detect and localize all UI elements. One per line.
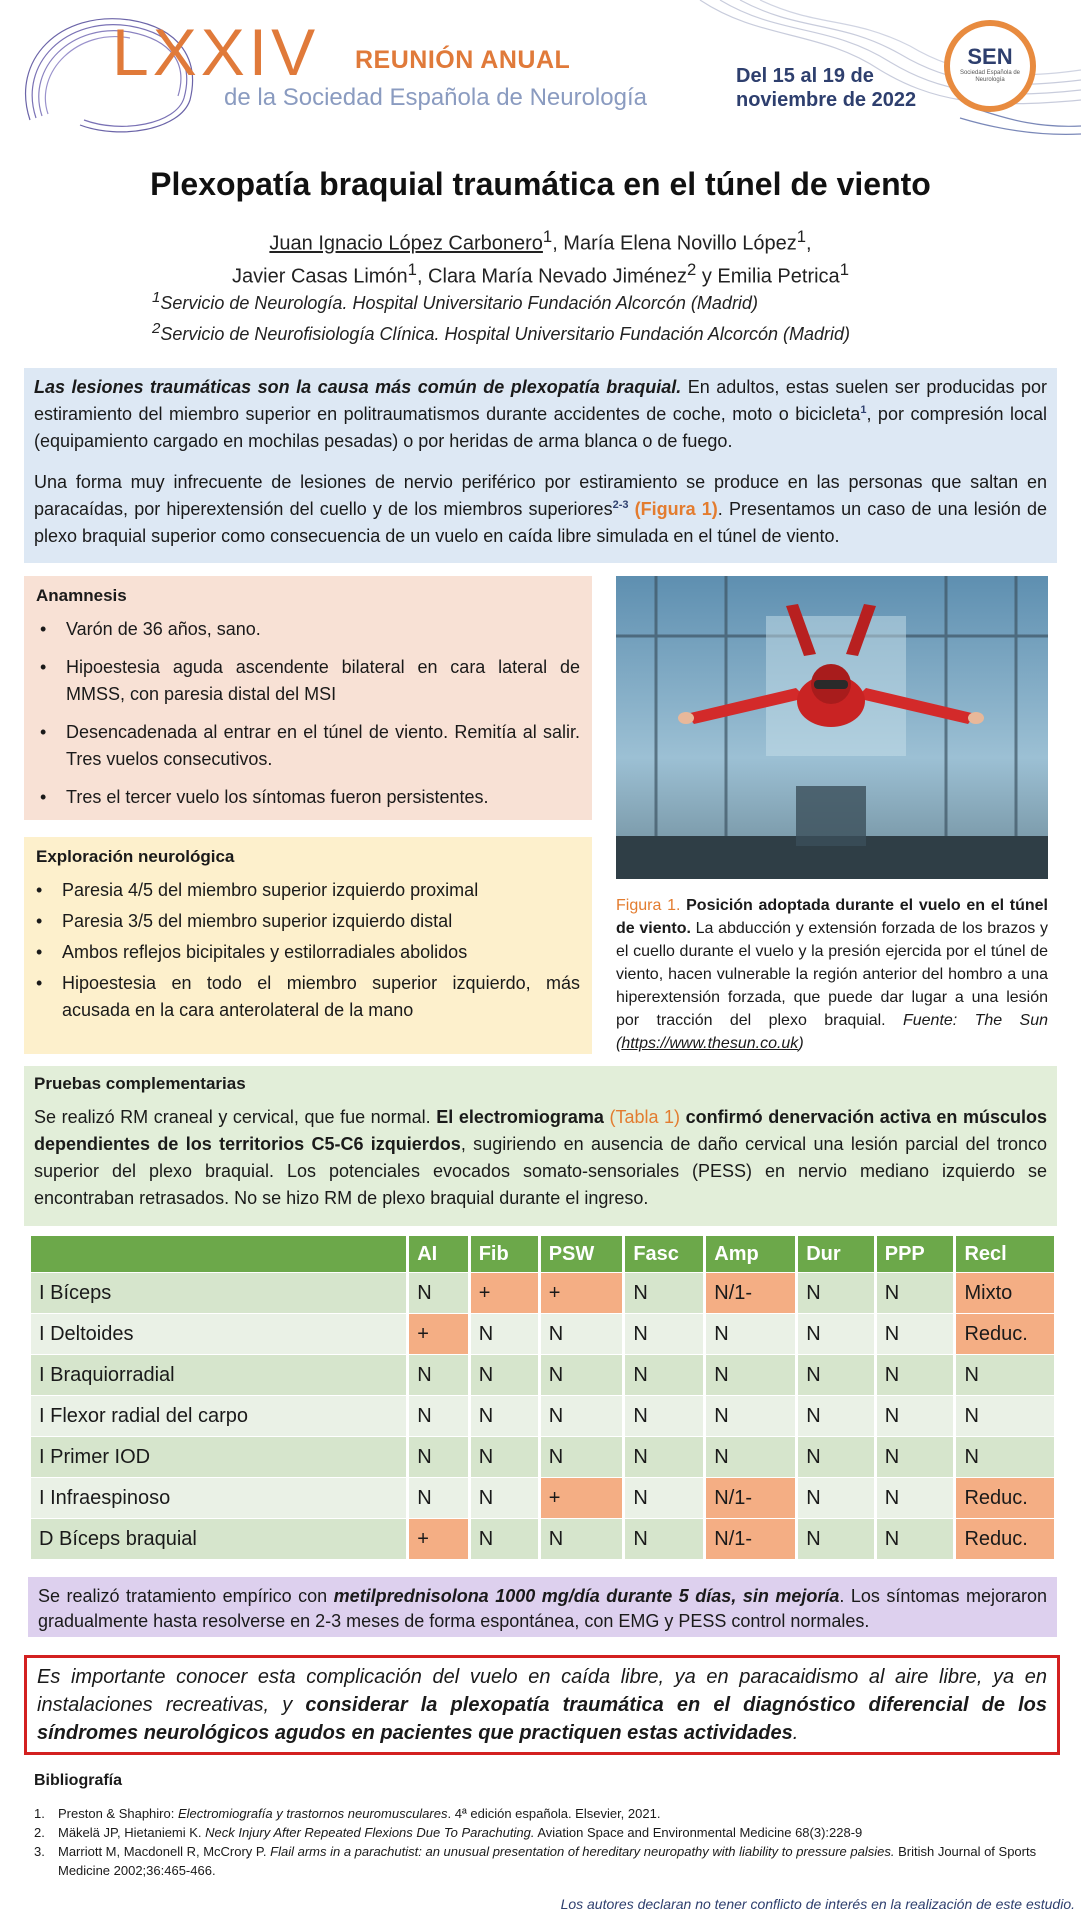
table-cell: N (877, 1355, 954, 1395)
society-name: de la Sociedad Española de Neurología (224, 84, 647, 111)
table-row (31, 1273, 1054, 1313)
table-cell: N (625, 1519, 703, 1559)
list-item: • Paresia 4/5 del miembro superior izquierdo proximal (32, 877, 580, 904)
meeting-number: LXXIV (112, 15, 320, 89)
intro-paragraph-1 (34, 374, 1047, 455)
table-cell: N (706, 1396, 795, 1436)
reference-authors: Mäkelä JP, Hietaniemi K. (58, 1825, 206, 1840)
table-1-ref: (Tabla 1) (609, 1107, 681, 1127)
tests-bold-2: confirmó denervación activa en músculos dependientes de los territorios C5-C6 izquierdos (34, 1107, 1047, 1154)
treatment-bold: metilprednisolona 1000 mg/día durante 5 días, sin mejoría (333, 1586, 840, 1606)
table-cell: N (798, 1273, 874, 1313)
table-cell: N (471, 1355, 538, 1395)
table-cell: N (877, 1273, 954, 1313)
table-cell: N (541, 1437, 623, 1477)
conclusion-bold: considerar la plexopatía traumática en el diagnóstico diferencial de los síndromes neurológicos agudos en pacientes que practiquen estas actividades (37, 1694, 1047, 1744)
table-cell: N (471, 1478, 538, 1518)
table-row (31, 1396, 1054, 1436)
skydiver-illustration (616, 576, 1048, 879)
muscle-name-cell: I Braquiorradial (31, 1355, 406, 1395)
muscle-name-cell: D Bíceps braquial (31, 1519, 406, 1559)
intro-ref-1: 1 (860, 404, 867, 416)
affil-1-mark: 1 (152, 289, 161, 306)
bibliography (34, 1772, 1044, 1880)
muscle-name-cell: I Bíceps (31, 1273, 406, 1313)
table-header-cell: Fasc (625, 1236, 703, 1272)
meeting-title: REUNIÓN ANUAL (355, 46, 571, 74)
table-row (31, 1437, 1054, 1477)
table-header-cell: Amp (706, 1236, 795, 1272)
table-cell: N/1- (706, 1519, 795, 1559)
figure-caption-title: Posición adoptada durante el vuelo en el túnel de viento. (616, 897, 1049, 937)
treatment-text-2: . Los síntomas mejoraron gradualmente hasta resolverse en 2-3 meses de forma espontánea, con EMG y PESS control normales. (38, 1586, 1047, 1631)
table-header-cell: Fib (471, 1236, 538, 1272)
table-cell: Reduc. (956, 1478, 1054, 1518)
list-item: • Ambos reflejos bicipitales y estilorradiales abolidos (32, 939, 580, 966)
intro-p2-end: . Presentamos un caso de una lesión de plexo braquial superior como consecuencia de un vuelo en caída libre simulada en el túnel de viento. (34, 499, 1047, 546)
figure-label: Figura 1. (616, 897, 681, 914)
author-1: Juan Ignacio López Carbonero (269, 232, 543, 255)
reference-number: 1. (34, 1806, 45, 1821)
table-cell: N (877, 1314, 954, 1354)
dates-line-2: noviembre de 2022 (736, 89, 917, 111)
table-cell: N (625, 1314, 703, 1354)
author-5-affil: 1 (839, 259, 849, 279)
table-cell: N (409, 1396, 467, 1436)
table-cell: N (625, 1437, 703, 1477)
conclusion-box (24, 1655, 1060, 1755)
table-header-cell (31, 1236, 406, 1272)
anamnesis-heading: Anamnesis (36, 586, 127, 605)
tests-box (24, 1066, 1057, 1226)
table-cell: N (798, 1314, 874, 1354)
tests-heading: Pruebas complementarias (34, 1074, 246, 1093)
table-header-row (31, 1236, 1054, 1272)
table-cell: N (409, 1478, 467, 1518)
list-item: • Paresia 3/5 del miembro superior izquierdo distal (32, 908, 580, 935)
exploration-heading: Exploración neurológica (36, 847, 235, 866)
author-5: y Emilia Petrica (696, 265, 840, 288)
table-cell: N (541, 1314, 623, 1354)
table-cell: Reduc. (956, 1314, 1054, 1354)
table-cell: Mixto (956, 1273, 1054, 1313)
list-item: • Varón de 36 años, sano. (36, 616, 580, 643)
table-cell: N (471, 1396, 538, 1436)
figure-caption-text: La abducción y extensión forzada de los brazos y el cuello durante el vuelo y la presión ejercida por el túnel de viento, hacen vulnerable la región anterior del hombro a una hiperextensión forzada, que puede dar lugar a una lesión por tracción del plexo braquial. (616, 920, 1048, 1029)
table-cell: N (798, 1478, 874, 1518)
poster-title: Plexopatía braquial traumática en el túnel de viento (150, 166, 931, 202)
affiliation-2: Servicio de Neurofisiología Clínica. Hospital Universitario Fundación Alcorcón (Madrid) (160, 324, 850, 344)
treatment-box (28, 1577, 1057, 1637)
table-cell: N (798, 1437, 874, 1477)
table-cell: N (956, 1437, 1054, 1477)
reference-title: Flail arms in a parachutist: an unusual presentation of hereditary neuropathy with liability to pressure palsies. (270, 1844, 895, 1859)
table-cell: N (877, 1437, 954, 1477)
tests-text-2: , sugiriendo en ausencia de daño cervical una lesión parcial del tronco superior del plexo braquial. Los potenciales evocados somato-sensoriales (PESS) en nervio mediano izquierdo se encontraban retrasados. No se hizo RM de plexo braquial durante el ingreso. (34, 1134, 1047, 1208)
table-cell: N (877, 1396, 954, 1436)
table-cell: + (541, 1478, 623, 1518)
table-cell: N/1- (706, 1273, 795, 1313)
table-cell: N (409, 1355, 467, 1395)
header-banner (0, 0, 1081, 140)
list-item: • Hipoestesia en todo el miembro superior izquierdo, más acusada en la cara anterolateral de la mano (32, 970, 580, 1024)
table-row (31, 1355, 1054, 1395)
muscle-name-cell: I Infraespinoso (31, 1478, 406, 1518)
exploration-box (24, 837, 592, 1054)
sen-logo-subtext: Sociedad Española de Neurología (959, 70, 1021, 83)
list-item: • Hipoestesia aguda ascendente bilateral en cara lateral de MMSS, con paresia distal del MSI (36, 654, 580, 708)
sen-logo-text: SEN (967, 44, 1013, 69)
table-cell: N (706, 1314, 795, 1354)
reference-number: 2. (34, 1825, 45, 1840)
table-cell: + (471, 1273, 538, 1313)
table-cell: N (409, 1273, 467, 1313)
figure-source-end: ) (798, 1035, 804, 1052)
conclusion-text-2: . (792, 1722, 799, 1744)
wind-tunnel-photo (616, 576, 1048, 879)
reference-title: Neck Injury After Repeated Flexions Due To Parachuting. (205, 1825, 535, 1840)
author-4-affil: 2 (687, 259, 697, 279)
table-cell: N (471, 1314, 538, 1354)
reference-authors: Marriott M, Macdonell R, McCrory P. (58, 1844, 271, 1859)
affil-2-mark: 2 (152, 320, 161, 337)
meeting-dates (736, 64, 916, 112)
table-cell: N (706, 1437, 795, 1477)
table-cell: N (877, 1519, 954, 1559)
intro-p2-text: Una forma muy infrecuente de lesiones de nervio periférico por estiramiento se produce en las personas que saltan en paracaídas, por hiperextensión del cuello y de los miembros superiores (34, 472, 1047, 519)
intro-paragraph-2 (34, 469, 1047, 550)
list-item: • Tres el tercer vuelo los síntomas fueron persistentes. (36, 784, 580, 811)
tests-text-1: Se realizó RM craneal y cervical, que fue normal. (34, 1107, 437, 1127)
reference-number: 3. (34, 1844, 45, 1859)
table-cell: N (625, 1478, 703, 1518)
table-header-cell: AI (409, 1236, 467, 1272)
reference-item (34, 1842, 1044, 1880)
table-cell: N (706, 1355, 795, 1395)
bibliography-heading: Bibliografía (34, 1772, 123, 1789)
affiliation-1: Servicio de Neurología. Hospital Universitario Fundación Alcorcón (Madrid) (160, 293, 758, 313)
affiliations (152, 285, 850, 347)
table-cell: + (409, 1314, 467, 1354)
intro-lead: Las lesiones traumáticas son la causa más común de plexopatía braquial. (34, 377, 682, 397)
author-3-affil: 1 (407, 259, 417, 279)
table-cell: N (877, 1478, 954, 1518)
table-cell: N (541, 1396, 623, 1436)
table-cell: N (471, 1519, 538, 1559)
table-cell: N (625, 1396, 703, 1436)
sen-logo (944, 20, 1036, 112)
treatment-text-1: Se realizó tratamiento empírico con (38, 1586, 334, 1606)
reference-item (34, 1823, 1044, 1842)
intro-p1-text: En adultos, estas suelen ser producidas por estiramiento del miembro superior en politraumatismos durante accidentes de coche, moto o bicicleta (34, 377, 1047, 424)
author-3: Javier Casas Limón (232, 265, 408, 288)
table-body (31, 1273, 1054, 1559)
author-1-affil: 1 (542, 227, 553, 246)
table-row (31, 1519, 1054, 1559)
figure-source-link[interactable]: https://www.thesun.co.uk (621, 1035, 799, 1052)
intro-ref-2-3: 2-3 (612, 499, 629, 511)
authors: Juan Ignacio López Carbonero$^1$, María Elena Novillo López$^1$, Javier Casas Limón$^1$, Clara María Nevado Jiménez$^2$ y Emilia Petrica$^1$ (232, 227, 849, 288)
tests-bold-1: El electromiograma (436, 1107, 610, 1127)
table-cell: N (798, 1396, 874, 1436)
conflict-statement: Los autores declaran no tener conflicto de interés en la realización de este estudio. (560, 1896, 1075, 1912)
table-cell: N (956, 1396, 1054, 1436)
author-2: , María Elena Novillo López (552, 232, 797, 255)
table-cell: N (409, 1437, 467, 1477)
author-2-affil: 1 (796, 227, 807, 246)
author-4: , Clara María Nevado Jiménez (416, 265, 688, 288)
reference-source: . 4ª edición española. Elsevier, 2021. (447, 1806, 661, 1821)
introduction-box (24, 368, 1057, 563)
table-cell: N (956, 1355, 1054, 1395)
dates-line-1: Del 15 al 19 de (736, 65, 874, 87)
intro-p1-end: , por compresión local (equipamiento cargado en mochilas pesadas) o por heridas de arma blanca o de fuego. (34, 404, 1047, 451)
figure-source-label: Fuente: The Sun ( (616, 1012, 1048, 1052)
table-header-cell: Dur (798, 1236, 874, 1272)
reference-item (34, 1804, 1044, 1823)
table-cell: + (409, 1519, 467, 1559)
table-cell: N (625, 1273, 703, 1313)
table-cell: N (625, 1355, 703, 1395)
muscle-name-cell: I Flexor radial del carpo (31, 1396, 406, 1436)
conclusion-text-1: Es importante conocer esta complicación del vuelo en caída libre, ya en paracaidismo al aire libre, ya en instalaciones recreativas, y (37, 1666, 1047, 1716)
table-cell: N (798, 1519, 874, 1559)
table-cell: Reduc. (956, 1519, 1054, 1559)
emg-table (28, 1235, 1057, 1560)
muscle-name-cell: I Deltoides (31, 1314, 406, 1354)
table-header-cell: Recl (956, 1236, 1054, 1272)
figure-1-ref: (Figura 1) (634, 499, 718, 519)
list-item: • Desencadenada al entrar en el túnel de viento. Remitía al salir. Tres vuelos consecutivos. (36, 719, 580, 773)
table-row (31, 1314, 1054, 1354)
table-header-cell: PPP (877, 1236, 954, 1272)
table-header-cell: PSW (541, 1236, 623, 1272)
table-cell: N (541, 1519, 623, 1559)
reference-source: British Journal of Sports Medicine 2002;36:465-466. (58, 1844, 1037, 1878)
figure-1-caption (616, 894, 1048, 1055)
table-cell: N (541, 1355, 623, 1395)
table-cell: + (541, 1273, 623, 1313)
reference-title: Electromiografía y trastornos neuromusculares (177, 1806, 448, 1821)
anamnesis-box (24, 576, 592, 820)
table-cell: N (798, 1355, 874, 1395)
table-row (31, 1478, 1054, 1518)
reference-authors: Preston & Shaphiro: (58, 1806, 178, 1821)
tests-paragraph (34, 1104, 1047, 1212)
table-cell: N (471, 1437, 538, 1477)
reference-source: Aviation Space and Environmental Medicine 68(3):228-9 (534, 1825, 863, 1840)
table-cell: N/1- (706, 1478, 795, 1518)
muscle-name-cell: I Primer IOD (31, 1437, 406, 1477)
